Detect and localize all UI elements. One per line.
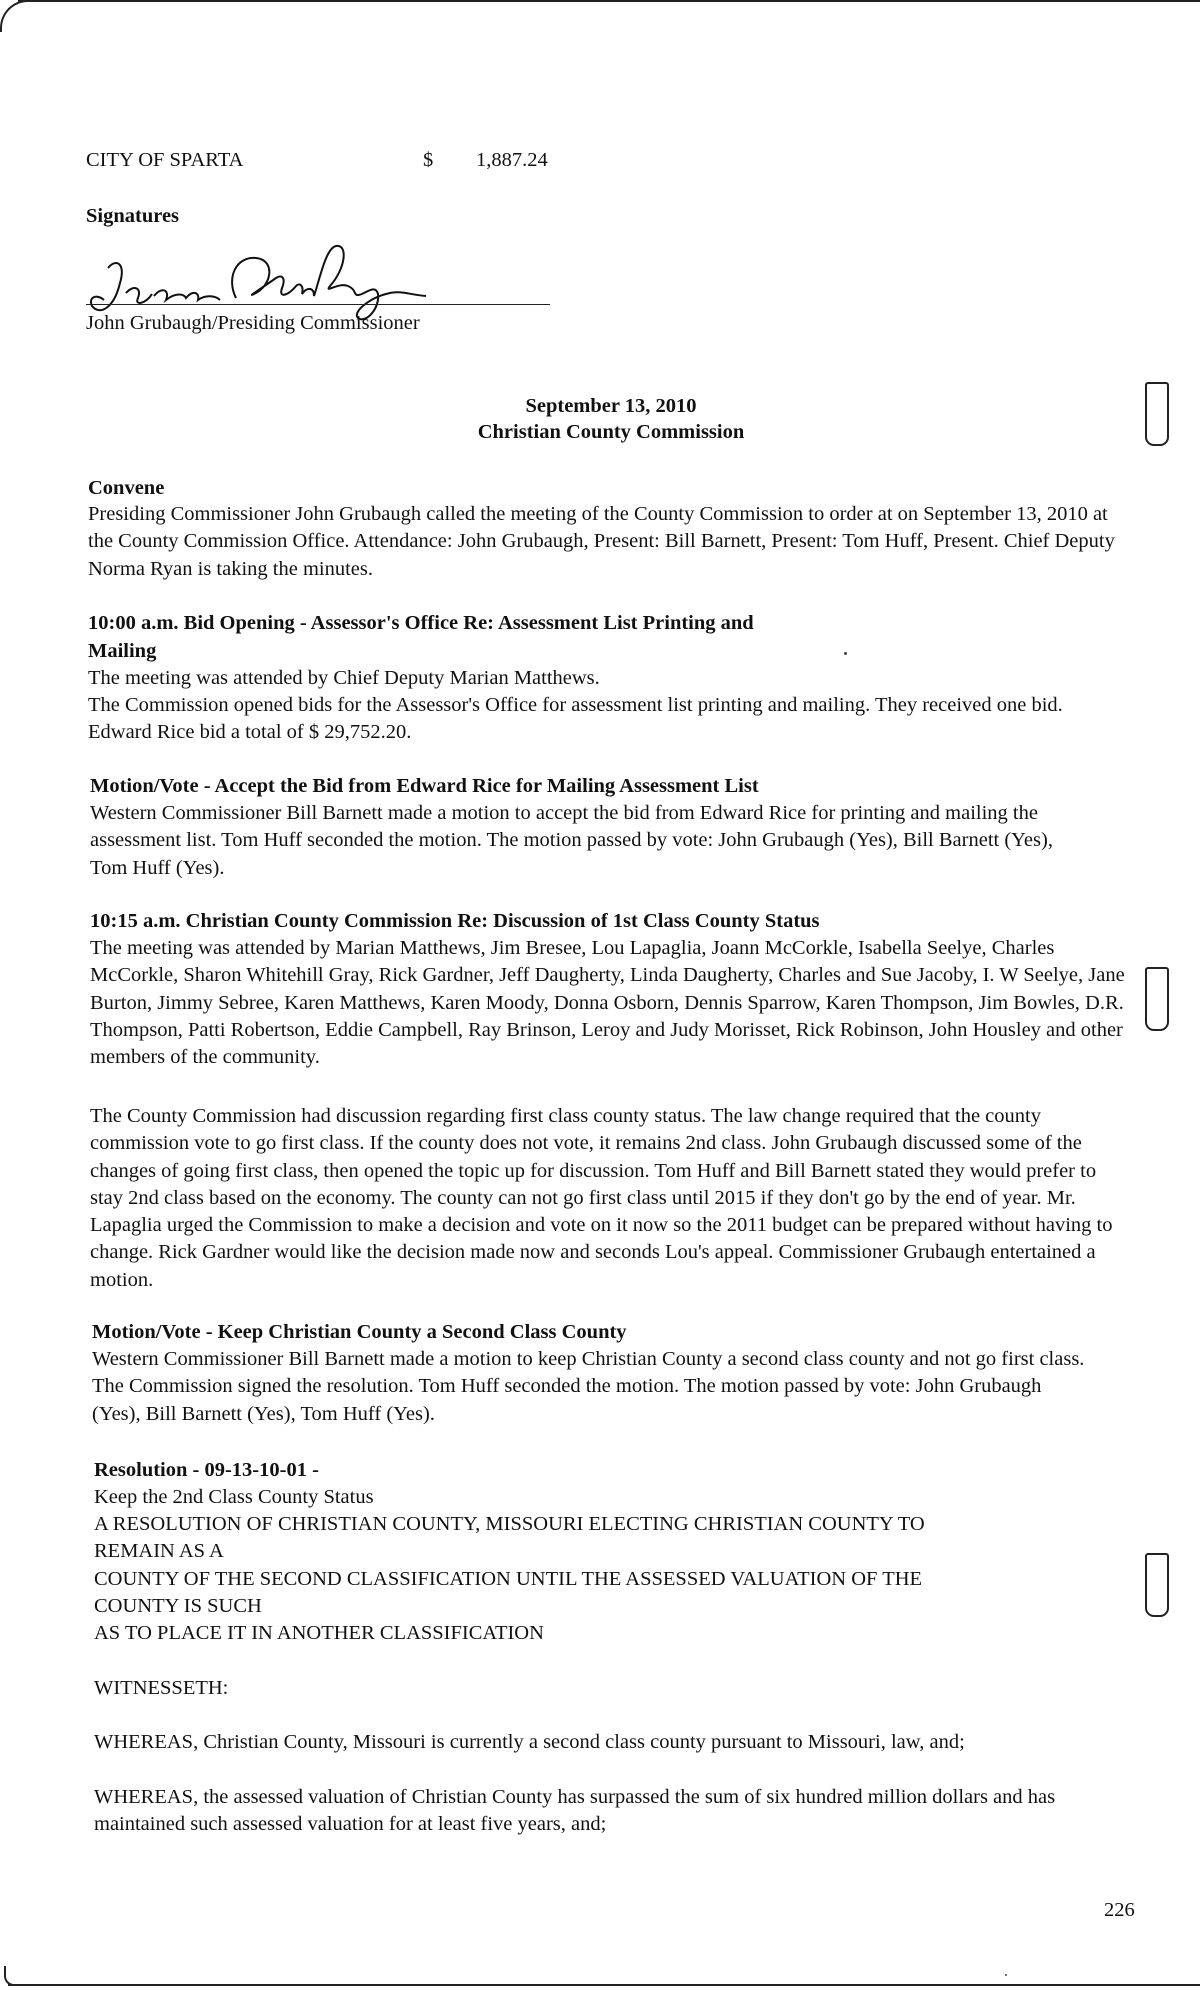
payee-name: CITY OF SPARTA	[86, 149, 244, 171]
signature-line	[86, 304, 550, 305]
section-heading-motion-second-class: Motion/Vote - Keep Christian County a Second Class County	[92, 1321, 627, 1343]
resolution-title-line: REMAIN AS A	[94, 1540, 224, 1562]
scan-bottom-edge	[8, 1984, 1200, 1986]
resolution-title-line: AS TO PLACE IT IN ANOTHER CLASSIFICATION	[94, 1622, 544, 1644]
section-heading-convene: Convene	[88, 477, 165, 499]
section-heading-motion-bid: Motion/Vote - Accept the Bid from Edward Rice for Mailing Assessment List	[90, 775, 759, 797]
resolution-title-line: A RESOLUTION OF CHRISTIAN COUNTY, MISSOURI ELECTING CHRISTIAN COUNTY TO	[94, 1513, 925, 1535]
binder-hole-mark	[1145, 1553, 1169, 1617]
signatures-heading: Signatures	[86, 205, 180, 227]
section-heading-bid-opening: 10:00 a.m. Bid Opening - Assessor's Office Re: Assessment List Printing and	[88, 612, 754, 634]
scan-top-edge	[18, 0, 1200, 2]
first-class-attendees: The meeting was attended by Marian Matthews, Jim Bresee, Lou Lapaglia, Joann McCorkle, Isabella Seelye, Charles McCorkle, Sharon Whitehill Gray, Rick Gardner, Jeff Daugherty, Linda Daugherty, Charles and Sue Jacoby, I. W Seelye, Jane Burton, Jimmy Sebree, Karen Matthews, Karen Moody, Donna Osborn, Dennis Sparrow, Karen Thompson, Jim Bowles, D.R. Thompson, Patti Robertson, Eddie Campbell, Ray Brinson, Leroy and Judy Morisset, Rick Robinson, John Housley and other members of the community.	[90, 937, 1125, 1069]
scan-corner-mark	[0, 0, 30, 32]
scan-bottom-corner	[4, 1966, 20, 1986]
resolution-title-line: COUNTY IS SUCH	[94, 1595, 262, 1617]
scan-speck	[1005, 1974, 1007, 1976]
resolution-title-line: COUNTY OF THE SECOND CLASSIFICATION UNTIL THE ASSESSED VALUATION OF THE	[94, 1568, 923, 1590]
bid-opening-text: The Commission opened bids for the Assessor's Office for assessment list printing and mailing. They received one bid. Edward Rice bid a total of $ 29,752.20.	[88, 694, 1063, 744]
currency-symbol: $	[423, 149, 434, 171]
meeting-date: September 13, 2010	[525, 395, 697, 417]
motion-bid-text: Western Commissioner Bill Barnett made a motion to accept the bid from Edward Rice for printing and mailing the assessment list. Tom Huff seconded the motion. The motion passed by vote: John Grubaugh (Yes), Bill Barnett (Yes), Tom Huff (Yes).	[90, 802, 1053, 879]
first-class-discussion: The County Commission had discussion regarding first class county status. The law change required that the county commission vote to go first class. If the county does not vote, it remains 2nd class. John Grubaugh discussed some of the changes of going first class, then opened the topic up for discussion. Tom Huff and Bill Barnett stated they would prefer to stay 2nd class based on the economy. The county can not go first class until 2015 if they don't go by the end of year. Mr. Lapaglia urged the Commission to make a decision and vote on it now so the 2011 budget can be prepared without having to change. Rick Gardner would like the decision made now and seconds Lou's appeal. Commissioner Grubaugh entertained a motion.	[90, 1105, 1113, 1291]
payment-amount: 1,887.24	[476, 149, 548, 171]
scan-speck	[844, 652, 847, 655]
resolution-witnesseth: WITNESSETH:	[94, 1677, 229, 1699]
meeting-body: Christian County Commission	[477, 421, 745, 443]
resolution-whereas: WHEREAS, the assessed valuation of Christian County has surpassed the sum of six hundred million dollars and has maintained such assessed valuation for at least five years, and;	[94, 1786, 1056, 1836]
convene-text: Presiding Commissioner John Grubaugh called the meeting of the County Commission to order at on September 13, 2010 at the County Commission Office. Attendance: John Grubaugh, Present: Bill Barnett, Present: Tom Huff, Present. Chief Deputy Norma Ryan is taking the minutes.	[88, 503, 1115, 580]
resolution-whereas: WHEREAS, Christian County, Missouri is currently a second class county pursuant to Missouri, law, and;	[94, 1731, 965, 1753]
signatory-name: John Grubaugh/Presiding Commissioner	[86, 312, 420, 334]
binder-hole-mark	[1145, 967, 1169, 1031]
bid-opening-attendance: The meeting was attended by Chief Deputy Marian Matthews.	[88, 667, 600, 689]
section-heading-bid-opening-cont: Mailing	[88, 640, 157, 662]
resolution-subtitle: Keep the 2nd Class County Status	[94, 1486, 374, 1508]
section-heading-first-class: 10:15 a.m. Christian County Commission Re: Discussion of 1st Class County Status	[90, 910, 820, 932]
section-heading-resolution: Resolution - 09-13-10-01 -	[94, 1459, 319, 1481]
page-number: 226	[1104, 1899, 1135, 1921]
motion-second-class-text: Western Commissioner Bill Barnett made a motion to keep Christian County a second class county and not go first class. The Commission signed the resolution. Tom Huff seconded the motion. The motion passed by vote: John Grubaugh (Yes), Bill Barnett (Yes), Tom Huff (Yes).	[92, 1348, 1085, 1425]
